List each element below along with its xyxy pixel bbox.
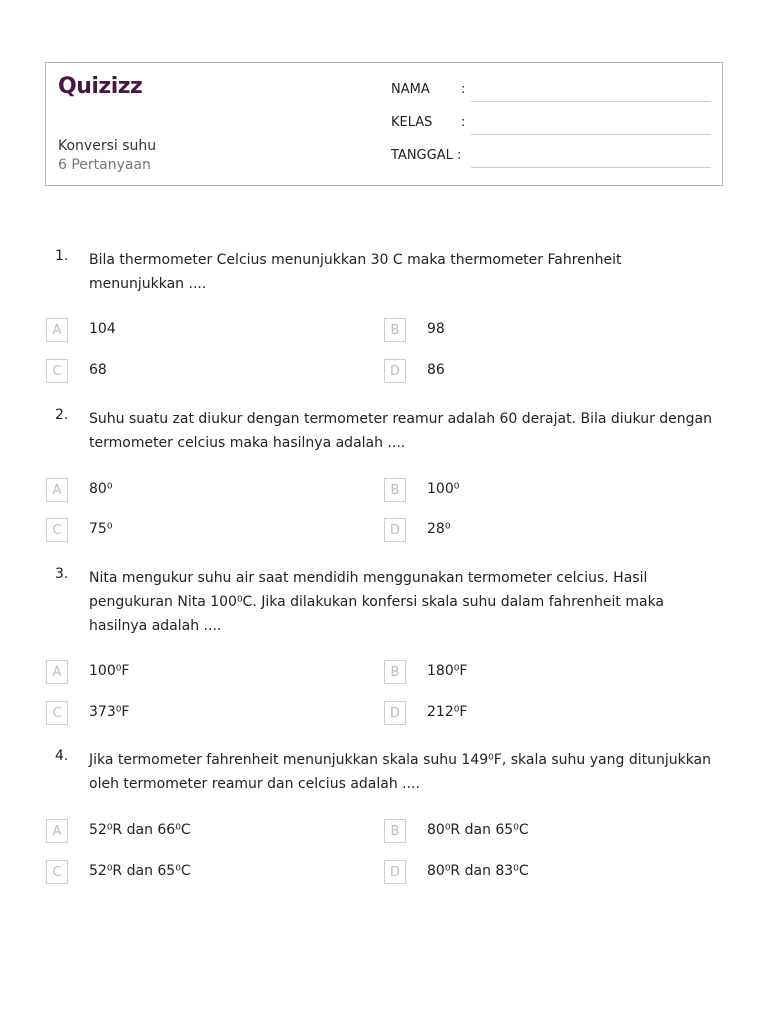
option-letter: D	[384, 359, 406, 383]
name-label: NAMA	[391, 82, 430, 97]
option-letter: B	[384, 819, 406, 843]
question-text: Jika termometer fahrenheit menunjukkan skala suhu 149⁰F, skala suhu yang ditunjukkan oleh termometer reamur dan celcius adalah ....	[89, 752, 712, 792]
class-colon: :	[461, 115, 466, 130]
option-letter: A	[46, 318, 68, 342]
date-field	[391, 148, 711, 170]
option-text: 80⁰	[89, 481, 113, 497]
date-line[interactable]	[471, 167, 711, 168]
option-text: 86	[427, 362, 445, 378]
option-letter: D	[384, 518, 406, 542]
option-text: 98	[427, 321, 445, 337]
option-letter: A	[46, 660, 68, 684]
option-letter: C	[46, 860, 68, 884]
option-text: 52⁰R dan 65⁰C	[89, 863, 191, 879]
question-number: 2.	[55, 407, 69, 423]
option-letter: D	[384, 860, 406, 884]
option-letter: A	[46, 819, 68, 843]
class-label: KELAS	[391, 115, 433, 130]
option-letter: B	[384, 318, 406, 342]
option-letter: B	[384, 478, 406, 502]
question-number: 4.	[55, 748, 69, 764]
quizizz-logo: Quizizz	[58, 74, 143, 99]
question-text: Suhu suatu zat diukur dengan termometer reamur adalah 60 derajat. Bila diukur dengan termometer celcius maka hasilnya adalah ....	[89, 411, 713, 451]
option-text: 212⁰F	[427, 704, 468, 720]
question-number: 1.	[55, 248, 69, 264]
option-letter: C	[46, 701, 68, 725]
option-letter: D	[384, 701, 406, 725]
option-text: 80⁰R dan 65⁰C	[427, 822, 529, 838]
date-label: TANGGAL :	[391, 148, 462, 163]
option-text: 68	[89, 362, 107, 378]
option-letter: B	[384, 660, 406, 684]
option-text: 52⁰R dan 66⁰C	[89, 822, 191, 838]
question-count: 6 Pertanyaan	[58, 157, 151, 173]
option-text: 100⁰F	[89, 663, 130, 679]
option-text: 75⁰	[89, 521, 113, 537]
question-text: Bila thermometer Celcius menunjukkan 30 C maka thermometer Fahrenheit menunjukkan ....	[89, 252, 622, 292]
option-letter: C	[46, 518, 68, 542]
class-field	[391, 115, 711, 137]
option-text: 28⁰	[427, 521, 451, 537]
name-field	[391, 82, 711, 104]
option-letter: A	[46, 478, 68, 502]
worksheet-header	[45, 62, 723, 186]
option-text: 104	[89, 321, 116, 337]
name-colon: :	[461, 82, 466, 97]
question-text: Nita mengukur suhu air saat mendidih menggunakan termometer celcius. Hasil pengukuran Nita 100⁰C. Jika dilakukan konfersi skala suhu dalam fahrenheit maka hasilnya adalah ....	[89, 570, 665, 634]
quiz-title: Konversi suhu	[58, 138, 157, 154]
option-text: 373⁰F	[89, 704, 130, 720]
option-text: 100⁰	[427, 481, 460, 497]
name-line[interactable]	[471, 101, 711, 102]
option-text: 80⁰R dan 83⁰C	[427, 863, 529, 879]
question-number: 3.	[55, 566, 69, 582]
option-text: 180⁰F	[427, 663, 468, 679]
class-line[interactable]	[471, 134, 711, 135]
option-letter: C	[46, 359, 68, 383]
